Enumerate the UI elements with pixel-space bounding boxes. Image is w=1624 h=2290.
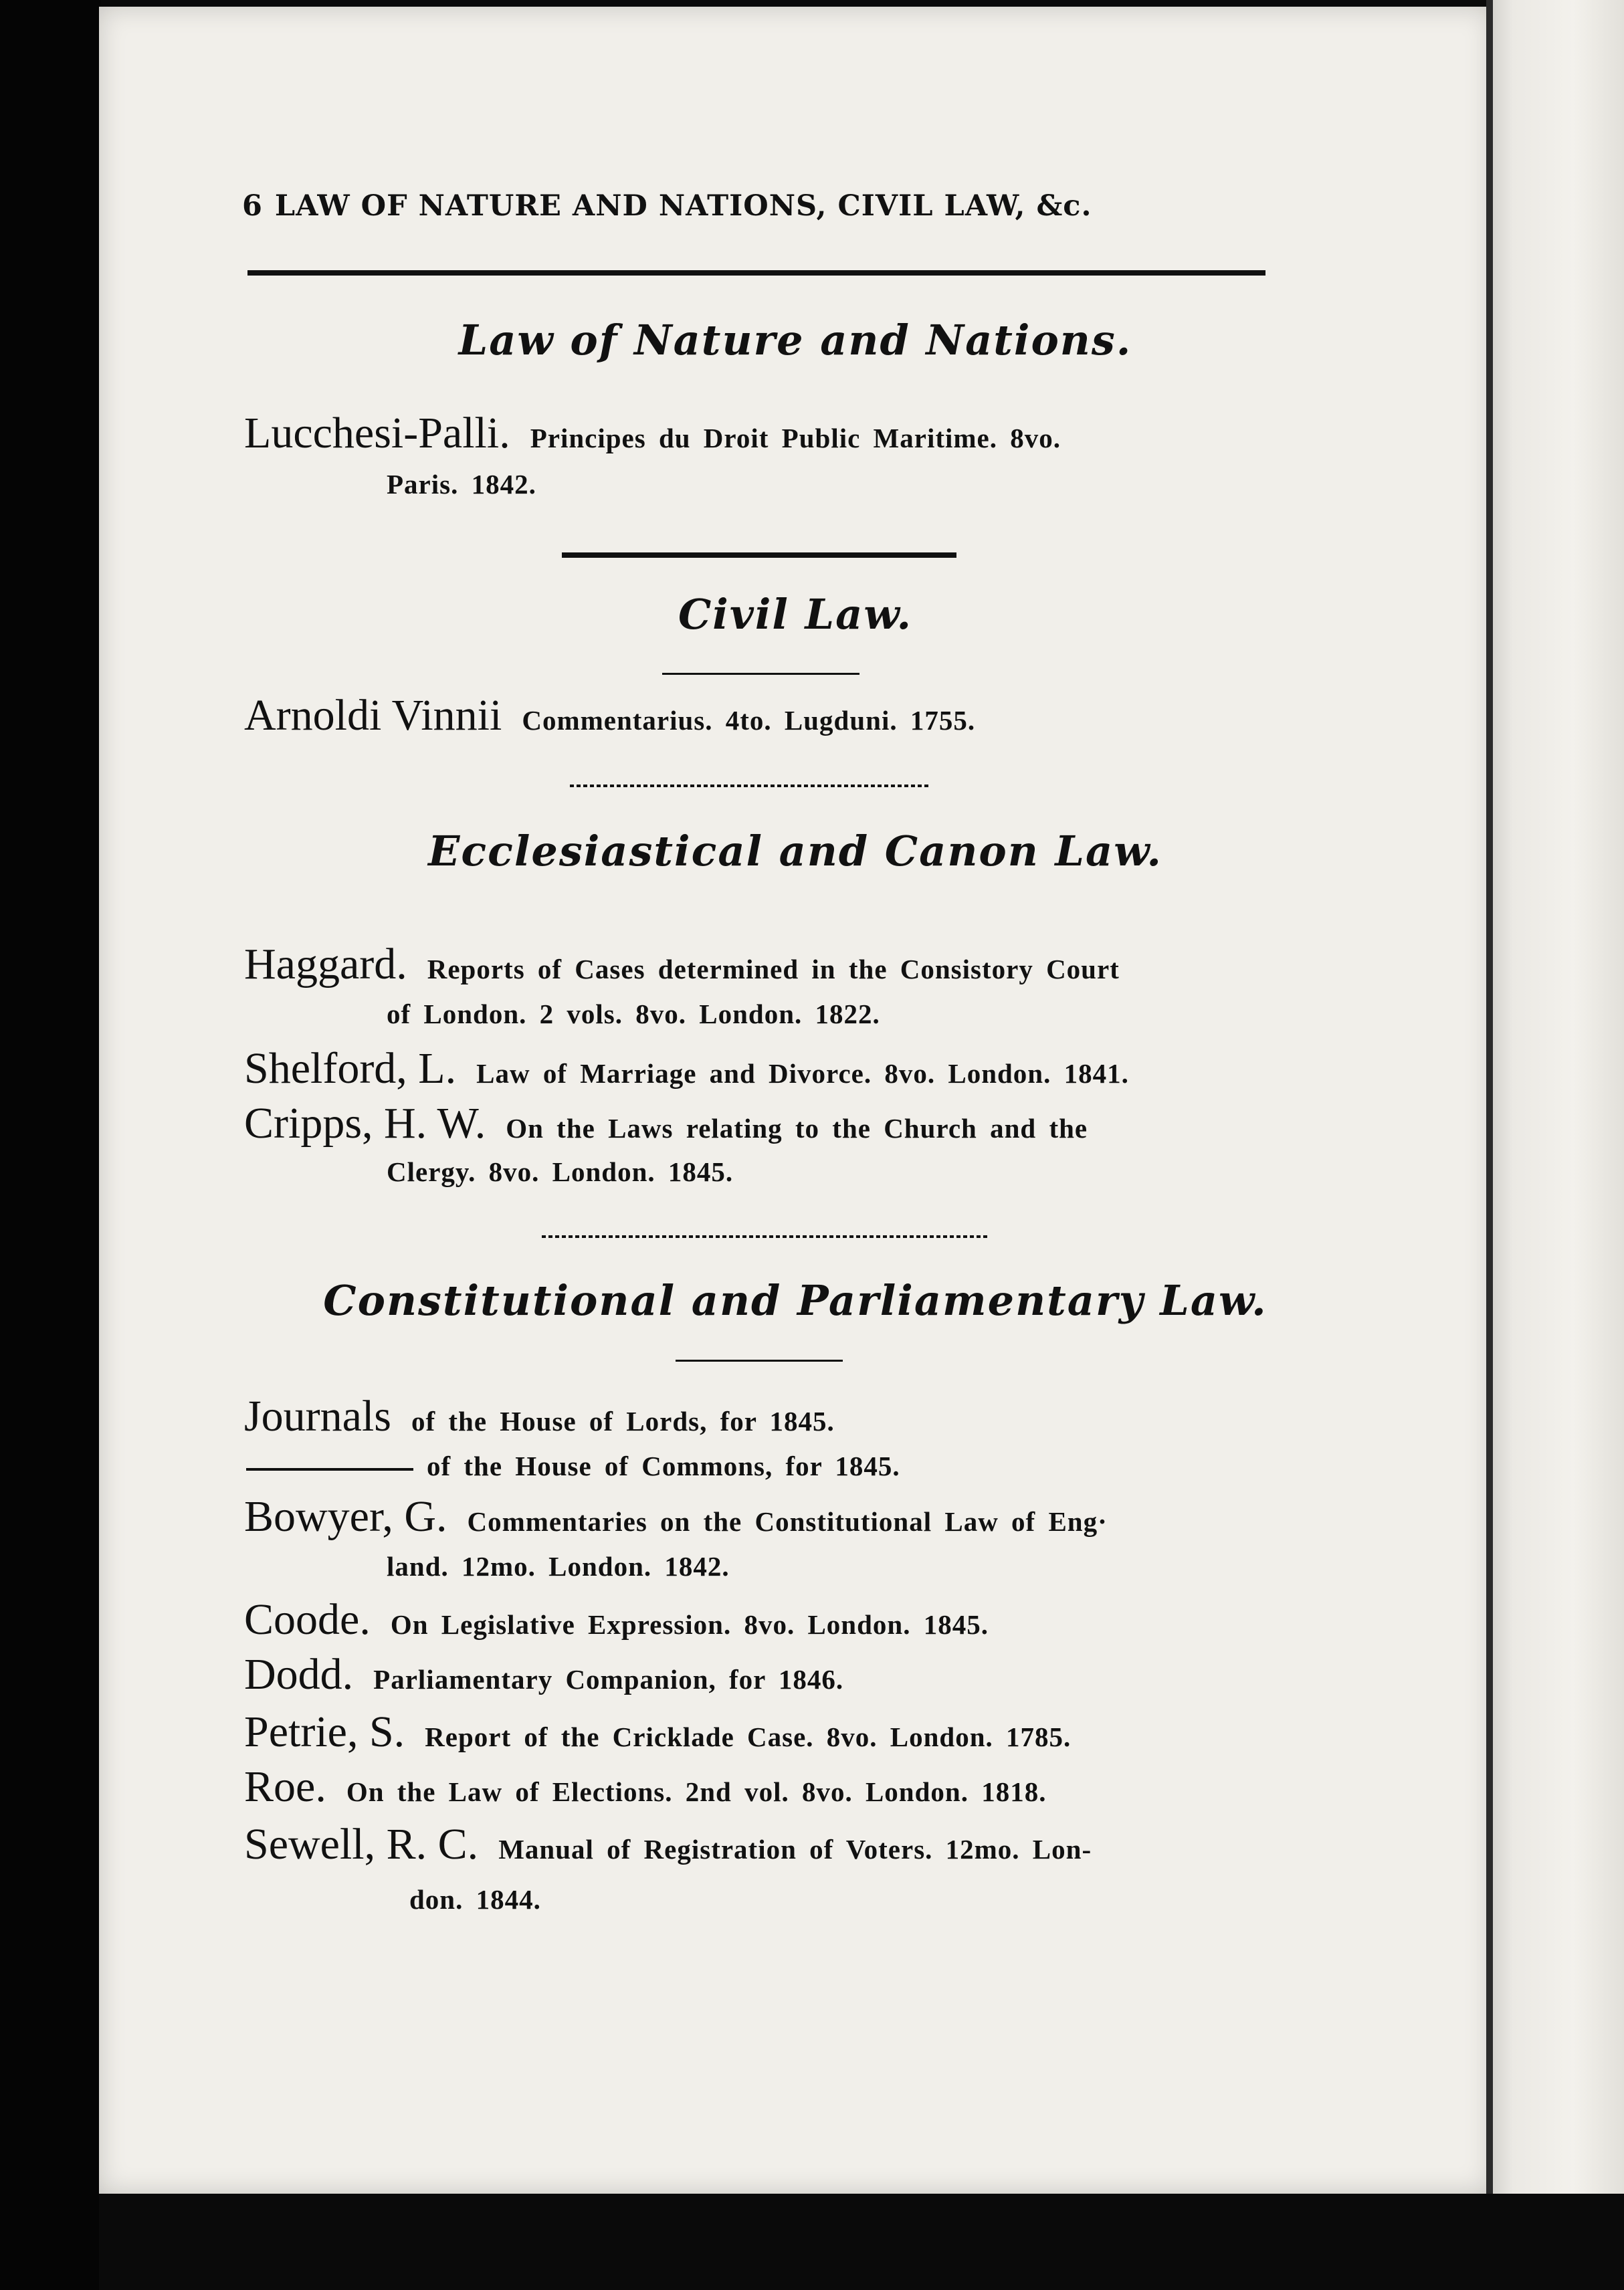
entry-author: Shelford, L. bbox=[244, 1044, 457, 1093]
section-divider bbox=[562, 552, 956, 558]
scan-border-bottom bbox=[99, 2194, 1624, 2290]
entry-description: Report of the Cricklade Case. 8vo. London. 1785. bbox=[425, 1722, 1072, 1752]
entry-vinnii bbox=[244, 690, 975, 741]
entry-author: Coode. bbox=[244, 1595, 371, 1644]
entry-journals-commons bbox=[246, 1450, 900, 1482]
entry-description: On Legislative Expression. 8vo. London. 1845. bbox=[390, 1609, 989, 1640]
entry-description: Commentaries on the Constitutional Law of Eng· bbox=[467, 1506, 1108, 1537]
running-title: LAW OF NATURE AND NATIONS, CIVIL LAW, &c. bbox=[274, 189, 1092, 223]
ditto-dash bbox=[246, 1468, 413, 1471]
entry-continuation: of London. 2 vols. 8vo. London. 1822. bbox=[387, 999, 880, 1029]
entry-haggard bbox=[244, 939, 1120, 990]
entry-author: Roe. bbox=[244, 1762, 326, 1811]
entry-sewell bbox=[244, 1819, 1092, 1870]
entry-description: of the House of Lords, for 1845. bbox=[411, 1406, 835, 1437]
entry-journals bbox=[244, 1391, 835, 1442]
facing-page-edge bbox=[1493, 0, 1624, 2290]
entry-petrie bbox=[244, 1707, 1071, 1758]
running-header bbox=[242, 189, 1272, 223]
entry-author: Journals bbox=[244, 1392, 391, 1441]
entry-description: Reports of Cases determined in the Consistory Court bbox=[427, 954, 1120, 984]
entry-author: Dodd. bbox=[244, 1650, 354, 1699]
entry-dodd bbox=[244, 1649, 843, 1700]
section-title-civil: Civil Law. bbox=[678, 590, 913, 639]
entry-coode bbox=[244, 1594, 989, 1645]
entry-author: Haggard. bbox=[244, 940, 407, 988]
entry-description: Law of Marriage and Divorce. 8vo. London. 1841. bbox=[476, 1058, 1129, 1089]
entry-continuation: don. 1844. bbox=[409, 1884, 541, 1915]
entry-cripps bbox=[244, 1098, 1088, 1149]
entry-author: Lucchesi-Palli. bbox=[244, 409, 510, 457]
entry-bowyer bbox=[244, 1491, 1108, 1542]
entry-lucchesi bbox=[244, 408, 1061, 459]
entry-roe bbox=[244, 1762, 1046, 1812]
header-rule bbox=[247, 270, 1265, 276]
entry-description: On the Laws relating to the Church and the bbox=[506, 1113, 1088, 1144]
entry-shelford bbox=[244, 1043, 1129, 1094]
entry-author: Petrie, S. bbox=[244, 1707, 405, 1756]
entry-description: On the Law of Elections. 2nd vol. 8vo. London. 1818. bbox=[346, 1776, 1047, 1807]
entry-description: Principes du Droit Public Maritime. 8vo. bbox=[530, 423, 1061, 453]
section-title-constitutional: Constitutional and Parliamentary Law. bbox=[323, 1276, 1267, 1325]
section-title-ecclesiastical: Ecclesiastical and Canon Law. bbox=[428, 827, 1162, 875]
scan-border-left bbox=[0, 0, 100, 2290]
page-number: 6 bbox=[242, 189, 263, 223]
entry-description: Parliamentary Companion, for 1846. bbox=[373, 1664, 844, 1695]
section-title-nature: Law of Nature and Nations. bbox=[458, 316, 1132, 365]
entry-author: Arnoldi Vinnii bbox=[244, 691, 502, 740]
entry-description: of the House of Commons, for 1845. bbox=[427, 1451, 900, 1481]
section-underline bbox=[662, 673, 859, 675]
entry-description: Commentarius. 4to. Lugduni. 1755. bbox=[522, 705, 976, 736]
entry-author: Cripps, H. W. bbox=[244, 1099, 486, 1148]
entry-author: Sewell, R. C. bbox=[244, 1820, 479, 1869]
section-underline bbox=[676, 1360, 843, 1362]
entry-continuation: Clergy. 8vo. London. 1845. bbox=[387, 1156, 734, 1187]
entry-continuation: land. 12mo. London. 1842. bbox=[387, 1551, 730, 1582]
entry-description: Manual of Registration of Voters. 12mo. Lon- bbox=[498, 1834, 1092, 1865]
entry-continuation: Paris. 1842. bbox=[387, 469, 536, 500]
entry-author: Bowyer, G. bbox=[244, 1492, 447, 1541]
